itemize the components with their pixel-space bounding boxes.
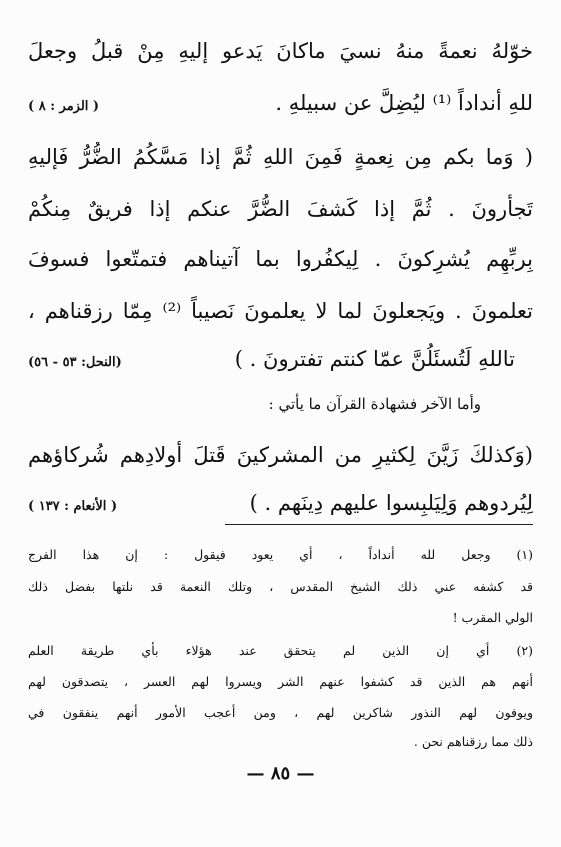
verse-line: خوّلهُ نعمةً منهُ نسيَ ماكانَ يَدعو إليهِ مِنْ قبلُ وجعلَ: [28, 39, 533, 63]
verse-row-with-ref: [28, 488, 533, 518]
verse-row-with-ref: [28, 344, 533, 374]
verse-line: لِيُردوهم وَلِيَلبِسوا عليهم دِينَهم . ): [249, 491, 533, 515]
verse-row-with-ref: [28, 88, 533, 118]
footnote-line: (١) وجعل لله أنداداً ، أي يعود فيقول : إن هذا الفرج: [28, 547, 533, 562]
verse-line: (وَكذلكَ زَيَّنَ لِكثيرٍ من المشركينَ قَتلَ أولادِهم شُركاؤهم: [28, 443, 533, 467]
verse-line: تاللهِ لَتُسئَلُنَّ عمّا كنتم تفترونَ . ): [234, 347, 515, 371]
page-number: — ٨٥ —: [246, 763, 315, 784]
footnote-line: الولي المقرب !: [452, 610, 533, 625]
verse-line: ( وَما بكم مِن نِعمةٍ فَمِنَ اللهِ ثُمَّ إذا مَسَّكُمُ الضُّرُّ فَإليهِ: [28, 145, 533, 169]
verse-line: تعلمونَ . ويَجعلونَ لما لا يعلمونَ نَصيباً ⁽²⁾ مِمّا رزقناهم ،: [28, 299, 533, 323]
footnote-line: (٢) أي إن الذين لم يتحقق عند هؤلاء بأي طريقة العلم: [28, 643, 533, 658]
verse-line: بِربِّهِم يُشرِكونَ . لِيكفُروا بما آتيناهم فتمتّعوا فسوفَ: [28, 247, 533, 271]
surah-reference: (النحل: ٥٣ - ٥٦): [28, 355, 122, 370]
intro-row: [28, 393, 481, 415]
surah-reference: ( الزمر : ٨ ): [28, 99, 100, 114]
footnote-divider: [225, 524, 533, 525]
footnote-line: ويوفون لهم النذور شاكرين لهم ، ومن أعجب الأمور أنهم ينفقون في: [28, 705, 533, 720]
footnote-line: ذلك مما رزقناهم نحن .: [413, 734, 533, 749]
footnote-line: قد كشفه عني ذلك الشيخ المقدس ، وتلك النعمة قد نلتها بفضل ذلك: [28, 579, 533, 594]
footnote-line: أنهم هم الذين قد كشفوا عنهم الشر ويسروا لهم العسر ، يتصدقون لهم: [28, 674, 533, 689]
verse-line: للهِ أنداداً ⁽¹⁾ ليُضِلَّ عن سبيلهِ .: [275, 91, 533, 115]
footnote-row: [28, 732, 533, 752]
surah-reference: ( الأنعام : ١٣٧ ): [28, 499, 118, 514]
verse-line: تَجأرونَ . ثُمَّ إذا كَشفَ الضُّرَّ عنكم إذا فريقٌ مِنكُمْ: [28, 197, 533, 221]
intro-line: وأما الآخر فشهادة القرآن ما يأتي :: [268, 395, 481, 413]
footnote-row: [28, 608, 533, 628]
